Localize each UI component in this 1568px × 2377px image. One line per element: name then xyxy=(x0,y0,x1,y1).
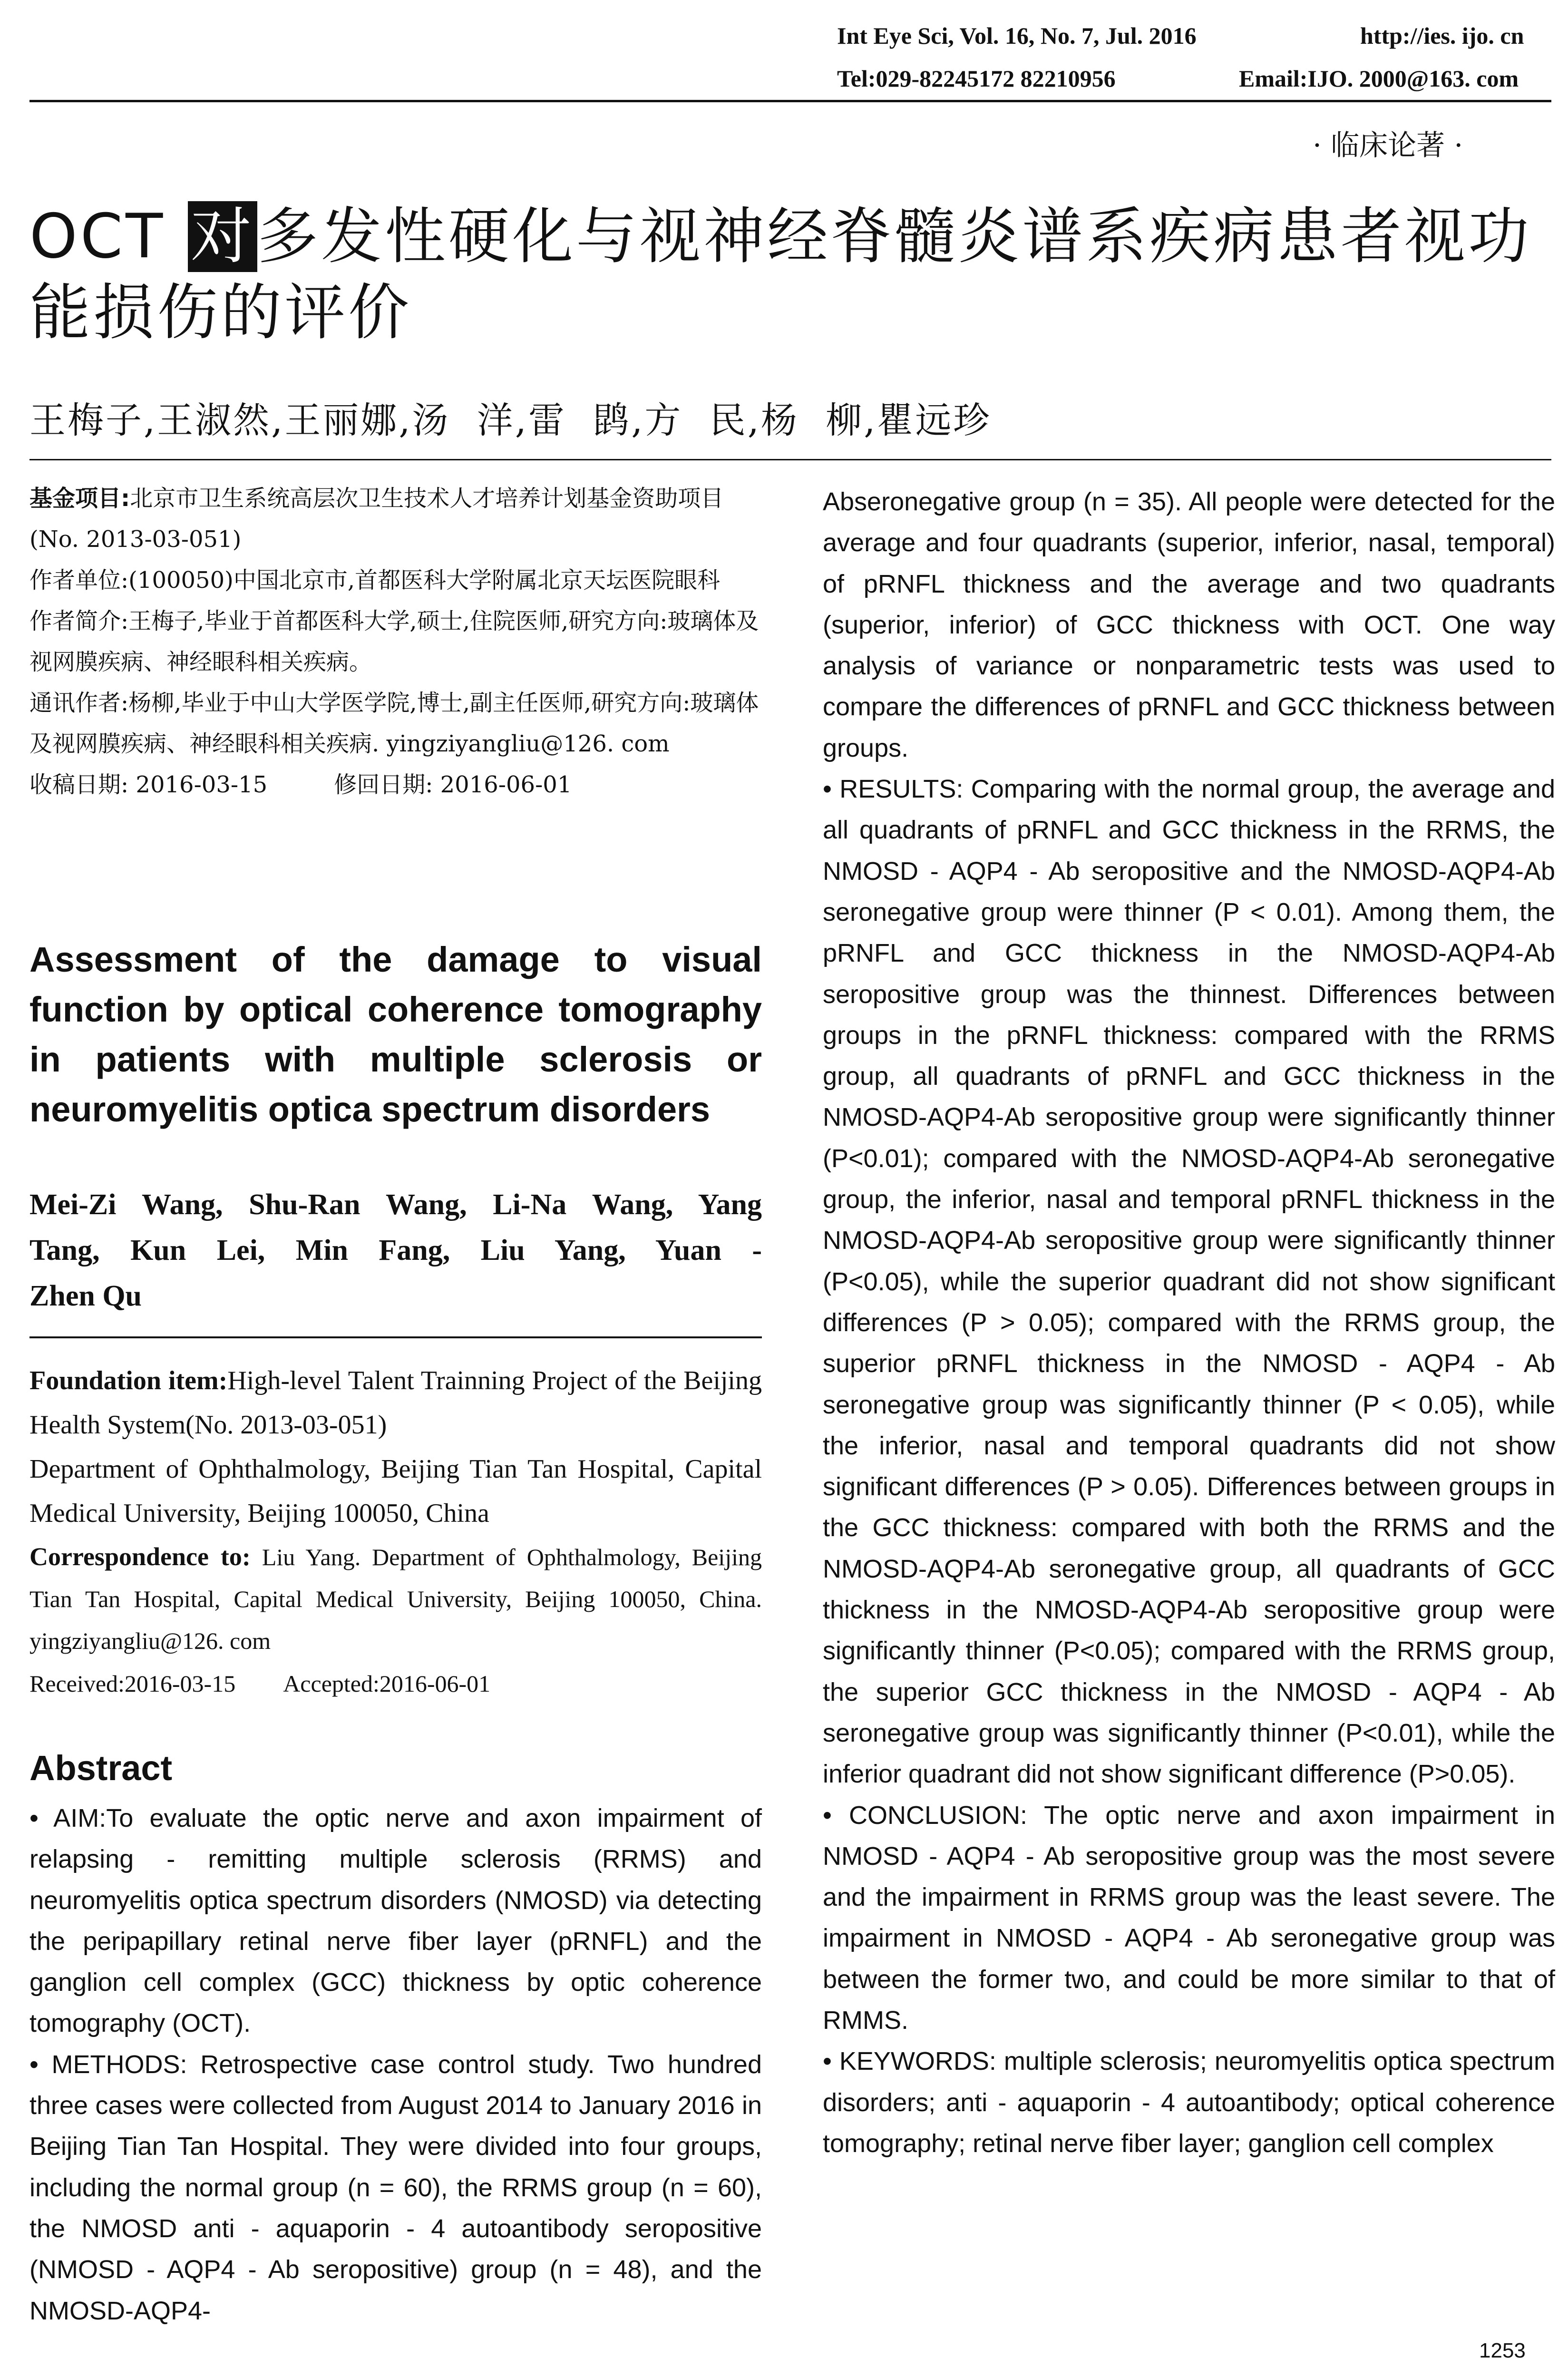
article-title xyxy=(29,199,1556,351)
revised-date: 修回日期: 2016-06-01 xyxy=(334,771,572,798)
foundation-item xyxy=(29,1359,762,1447)
abstract-heading: Abstract xyxy=(29,1748,173,1788)
authors-rule xyxy=(29,459,1551,460)
correspondence xyxy=(29,1536,762,1662)
journal-citation: Int Eye Sci, Vol. 16, No. 7, Jul. 2016 xyxy=(837,22,1197,49)
english-title-line: in patients with multiple sclerosis or xyxy=(29,1040,762,1079)
english-received: Received:2016-03-15 xyxy=(29,1670,236,1697)
english-title xyxy=(29,935,762,1134)
english-title-line: Assessment of the damage to visual xyxy=(29,940,762,979)
english-dates-row xyxy=(29,1662,762,1706)
abstract-methods-cont: Abseronegative group (n = 35). All people were detected for the average and four quadrants (superior, inferior, nasal, temporal) of pRNFL thickness and the average and two quadrants (superior, inferior) of GCC thickness with OCT. One way analysis of variance or nonparametric tests was used to compare the differences of pRNFL and GCC thickness between groups. xyxy=(823,487,1555,762)
foundation-label: Foundation item: xyxy=(29,1366,228,1395)
author-unit: 作者单位:(100050)中国北京市,首都医科大学附属北京天坛医院眼科 xyxy=(29,567,721,594)
fund-item xyxy=(29,478,762,560)
english-authors-line: Mei-Zi Wang, Shu-Ran Wang, Li-Na Wang, Yang xyxy=(29,1188,762,1221)
abstract-methods: • METHODS: Retrospective case control study. Two hundred three cases were collected from August 2014 to January 2016 in Beijing Tian Tan Hospital. They were divided into four groups, including the normal group (n = 60), the RRMS group (n = 60), the NMOSD anti - aquaporin - 4 autoantibody seropositive (NMOSD - AQP4 - Ab seropositive) group (n = 48), and the NMOSD-AQP4- xyxy=(29,2050,762,2325)
journal-url: http://ies. ijo. cn xyxy=(1360,22,1524,49)
cn-info-block xyxy=(29,478,762,805)
english-info-block xyxy=(29,1359,762,1706)
correspondence-label: Correspondence to: xyxy=(29,1542,251,1571)
abstract-results: • RESULTS: Comparing with the normal group, the average and all quadrants of pRNFL and GCC thickness in the RRMS, the NMOSD - AQP4 - Ab seropositive and the NMOSD-AQP4-Ab seronegative group were thinner (P < 0.01). Among them, the pRNFL and GCC thickness in the NMOSD-AQP4-Ab seropositive group was the thinnest. Differences between groups in the pRNFL thickness: compared with the RRMS group, all quadrants of pRNFL and GCC thickness in the NMOSD-AQP4-Ab seropositive group were significantly thinner (P<0.01); compared with the NMOSD-AQP4-Ab seronegative group, the inferior, nasal and temporal pRNFL thickness in the NMOSD-AQP4-Ab seropositive group were significantly thinner (P<0.05), while the superior quadrant did not show significant differences (P > 0.05); compared with the RRMS group, the superior pRNFL thickness in the NMOSD - AQP4 - Ab seronegative group was significantly thinner (P < 0.05), while the inferior, nasal and temporal quadrants did not show significant differences (P > 0.05). Differences between groups in the GCC thickness: compared with both the RRMS and the NMOSD-AQP4-Ab seronegative group, all quadrants of GCC thickness in the NMOSD-AQP4-Ab seropositive group were significantly thinner (P<0.05); compared with the RRMS group, the superior GCC thickness in the NMOSD - AQP4 - Ab seronegative group was significantly thinner (P<0.01), while the inferior quadrant did not show significant difference (P>0.05). xyxy=(823,775,1555,1789)
journal-email: Email:IJO. 2000@163. com xyxy=(1239,65,1519,92)
fund-text: 北京市卫生系统高层次卫生技术人才培养计划基金资助项目(No. 2013-03-051) xyxy=(29,485,724,553)
authors-cn: 王梅子,王淑然,王丽娜,汤 洋,雷 鹍,方 民,杨 柳,瞿远珍 xyxy=(29,399,992,441)
section-tag: · 临床论著 · xyxy=(1313,129,1463,162)
corresponding-author: 通讯作者:杨柳,毕业于中山大学医学院,博士,副主任医师,研究方向:玻璃体及视网膜疾病、神经眼科相关疾病. yingziyangliu@126. com xyxy=(29,690,759,757)
abstract-conclusion: • CONCLUSION: The optic nerve and axon impairment in NMOSD - AQP4 - Ab seropositive group was the most severe and the impairment in RRMS group was the least severe. The impairment in NMOSD - AQP4 - Ab seronegative group was between the former two, and could be more similar to that of RMMS. xyxy=(823,1801,1555,2035)
title-rest: 多发性硬化与视神经脊髓炎谱系疾病患者视功能损伤的评价 xyxy=(29,201,1532,348)
correspondence-text: Liu Yang. Department of Ophthalmology, Beijing Tian Tan Hospital, Capital Medical University, Beijing 100050, China. yingziyangliu@126. com xyxy=(29,1544,762,1654)
title-prefix: OCT xyxy=(29,201,188,272)
abstract-keywords: • KEYWORDS: multiple sclerosis; neuromyelitis optica spectrum disorders; anti - aquaporin - 4 autoantibody; optical coherence tomography; retinal nerve fiber layer; ganglion cell complex xyxy=(823,2047,1555,2158)
english-title-line: neuromyelitis optica spectrum disorders xyxy=(29,1090,711,1129)
english-authors-line: Zhen Qu xyxy=(29,1280,142,1312)
page-number: 1253 xyxy=(1479,2339,1526,2362)
foundation-text: High-level Talent Trainning Project of the Beijing Health System(No. 2013-03-051) xyxy=(29,1366,762,1440)
english-title-line: function by optical coherence tomography xyxy=(29,990,762,1029)
department: Department of Ophthalmology, Beijing Tian Tan Hospital, Capital Medical University, Beijing 100050, China xyxy=(29,1454,762,1528)
english-authors-rule xyxy=(29,1336,762,1338)
header-rule xyxy=(29,100,1551,102)
english-authors xyxy=(29,1182,762,1319)
english-authors-line: Tang, Kun Lei, Min Fang, Liu Yang, Yuan - xyxy=(29,1234,762,1266)
abstract-right-column xyxy=(823,481,1555,2164)
title-highlight: 对 xyxy=(188,201,257,272)
author-bio: 作者简介:王梅子,毕业于首都医科大学,硕士,住院医师,研究方向:玻璃体及视网膜疾病、神经眼科相关疾病。 xyxy=(29,608,759,675)
abstract-aim: • AIM:To evaluate the optic nerve and axon impairment of relapsing - remitting multiple sclerosis (RRMS) and neuromyelitis optica spectrum disorders (NMOSD) via detecting the peripapillary retinal nerve fiber layer (pRNFL) and the ganglion cell complex (GCC) thickness by optic coherence tomography (OCT). xyxy=(29,1804,762,2038)
journal-tel: Tel:029-82245172 82210956 xyxy=(837,65,1116,92)
abstract-left-column xyxy=(29,1798,762,2331)
english-accepted: Accepted:2016-06-01 xyxy=(283,1670,491,1697)
received-date: 收稿日期: 2016-03-15 xyxy=(29,771,268,798)
dates-row xyxy=(29,764,762,805)
fund-label: 基金项目: xyxy=(29,485,130,512)
